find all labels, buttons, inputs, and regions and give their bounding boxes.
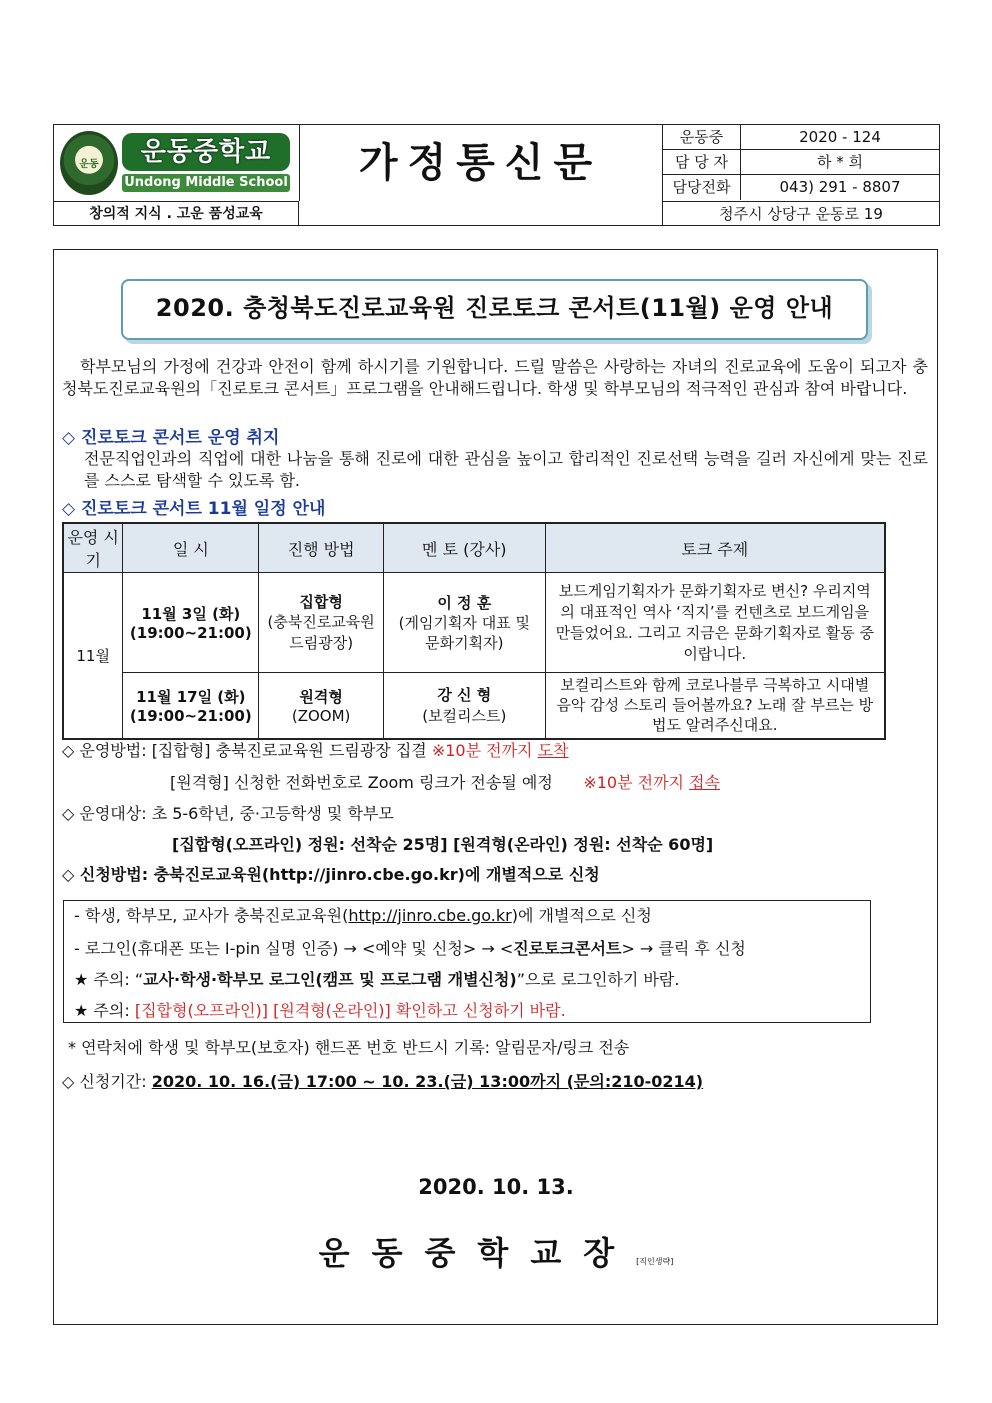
application-instructions-box bbox=[63, 900, 871, 1023]
table-header-row bbox=[63, 523, 885, 573]
datetime-cell: 11월 3일 (화) (19:00~21:00) bbox=[123, 573, 259, 673]
doc-number-row: 운동중 2020 - 124 bbox=[663, 125, 940, 150]
col-header-topic: 토크 주제 bbox=[545, 523, 885, 573]
jinro-link[interactable]: http://jinro.cbe.go.kr bbox=[348, 906, 512, 925]
logo-english-name: Undong Middle School bbox=[122, 174, 290, 192]
letterhead bbox=[53, 124, 940, 226]
operation-capacity: [집합형(오프라인) 정원: 선착순 25명] [원격형(온라인) 정원: 선착순 60명] bbox=[172, 835, 714, 854]
datetime-cell: 11월 17일 (화) (19:00~21:00) bbox=[123, 673, 259, 739]
intro-paragraph: 학부모님의 가정에 건강과 안전이 함께 하시기를 기원합니다. 드릴 말씀은 사랑하는 자녀의 진로교육에 도움이 되고자 충청북도진로교육원의「진로토크 콘서트」프로그램을 안내해드립니다. 학생 및 학부모님의 적극적인 관심과 참여 바랍니다. bbox=[62, 357, 928, 398]
instruction-line: ★ 주의: “교사·학생·학부모 로그인(캠프 및 프로그램 개별신청)”으로 로그인하기 바람. bbox=[74, 970, 680, 989]
col-header-method: 진행 방법 bbox=[259, 523, 384, 573]
logo-area bbox=[54, 125, 300, 201]
school-logo bbox=[60, 131, 292, 195]
operation-line-1: ◇ 운영방법: [집합형] 충북진로교육원 드림광장 집결 ※10분 전까지 도착 bbox=[62, 741, 569, 760]
school-emblem-icon: 운동 bbox=[60, 131, 118, 195]
document-title: 가정통신문 bbox=[358, 140, 603, 186]
instruction-line: - 학생, 학부모, 교사가 충북진로교육원(http://jinro.cbe.go.kr)에 개별적으로 신청 bbox=[74, 906, 652, 925]
notice-banner: 2020. 충청북도진로교육원 진로토크 콘서트(11월) 운영 안내 bbox=[121, 279, 868, 340]
table-row bbox=[63, 573, 885, 673]
instruction-line: - 로그인(휴대폰 또는 I-pin 실명 인증) → <예약 및 신청> → <진로토크콘서트> → 클릭 후 신청 bbox=[74, 939, 746, 958]
issue-date: 2020. 10. 13. bbox=[418, 1175, 574, 1199]
logo-korean-name: 운동중학교 bbox=[122, 133, 290, 171]
schedule-table bbox=[62, 522, 886, 740]
col-header-mentor: 멘 토 (강사) bbox=[384, 523, 546, 573]
section-purpose-title: ◇ 진로토크 콘서트 운영 취지 bbox=[62, 428, 280, 448]
school-motto: 창의적 지식 . 고운 품성교육 bbox=[54, 201, 299, 226]
manager-row: 담 당 자 하 * 희 bbox=[663, 150, 940, 175]
section-schedule-title: ◇ 진로토크 콘서트 11월 일정 안내 bbox=[62, 499, 326, 519]
col-header-datetime: 일 시 bbox=[123, 523, 259, 573]
mentor-cell: 이 정 훈 (게임기획자 대표 및 문화기획자) bbox=[384, 573, 546, 673]
operation-apply: ◇ 신청방법: 충북진로교육원(http://jinro.cbe.go.kr)에 개별적으로 신청 bbox=[62, 865, 600, 884]
seal-note: [직인생략] bbox=[636, 1257, 674, 1266]
operation-line-2: [원격형] 신청한 전화번호로 Zoom 링크가 전송될 예정 ※10분 전까지 접속 bbox=[170, 773, 720, 792]
phone-row: 담당전화 043) 291 - 8807 bbox=[663, 175, 940, 200]
month-cell: 11월 bbox=[63, 573, 123, 739]
col-header-period: 운영 시기 bbox=[63, 523, 123, 573]
mentor-cell: 강 신 형 (보컬리스트) bbox=[384, 673, 546, 739]
contact-note: * 연락처에 학생 및 학부모(보호자) 핸드폰 번호 반드시 기록: 알림문자/링크 전송 bbox=[68, 1038, 630, 1057]
application-period: ◇ 신청기간: 2020. 10. 16.(금) 17:00 ~ 10. 23.(금) 13:00까지 (문의:210-0214) bbox=[62, 1072, 704, 1091]
method-cell: 원격형 (ZOOM) bbox=[259, 673, 384, 739]
topic-cell: 보컬리스트와 함께 코로나블루 극복하고 시대별 음악 감성 스토리 들어볼까요? 노래 잘 부르는 방법도 알려주신대요. bbox=[545, 673, 885, 739]
doc-info-table bbox=[662, 125, 939, 201]
principal-signature: 운동중학교장[직인생략] bbox=[318, 1234, 674, 1272]
table-row bbox=[63, 673, 885, 739]
school-address: 청주시 상당구 운동로 19 bbox=[662, 201, 939, 226]
operation-target: ◇ 운영대상: 초 5-6학년, 중·고등학생 및 학부모 bbox=[62, 804, 394, 823]
section-purpose-body: 전문직업인과의 직업에 대한 나눔을 통해 진로에 대한 관심을 높이고 합리적인 진로선택 능력을 길러 자신에게 맞는 진로를 스스로 탐색할 수 있도록 함. bbox=[84, 449, 928, 490]
topic-cell: 보드게임기획자가 문화기획자로 변신? 우리지역의 대표적인 역사 ‘직지’를 컨텐츠로 보드게임을 만들었어요. 그리고 지금은 문화기획자로 활동 중이랍니다. bbox=[545, 573, 885, 673]
method-cell: 집합형 (충북진로교육원 드림광장) bbox=[259, 573, 384, 673]
instruction-line: ★ 주의: [집합형(오프라인)] [원격형(온라인)] 확인하고 신청하기 바람. bbox=[74, 1001, 566, 1020]
